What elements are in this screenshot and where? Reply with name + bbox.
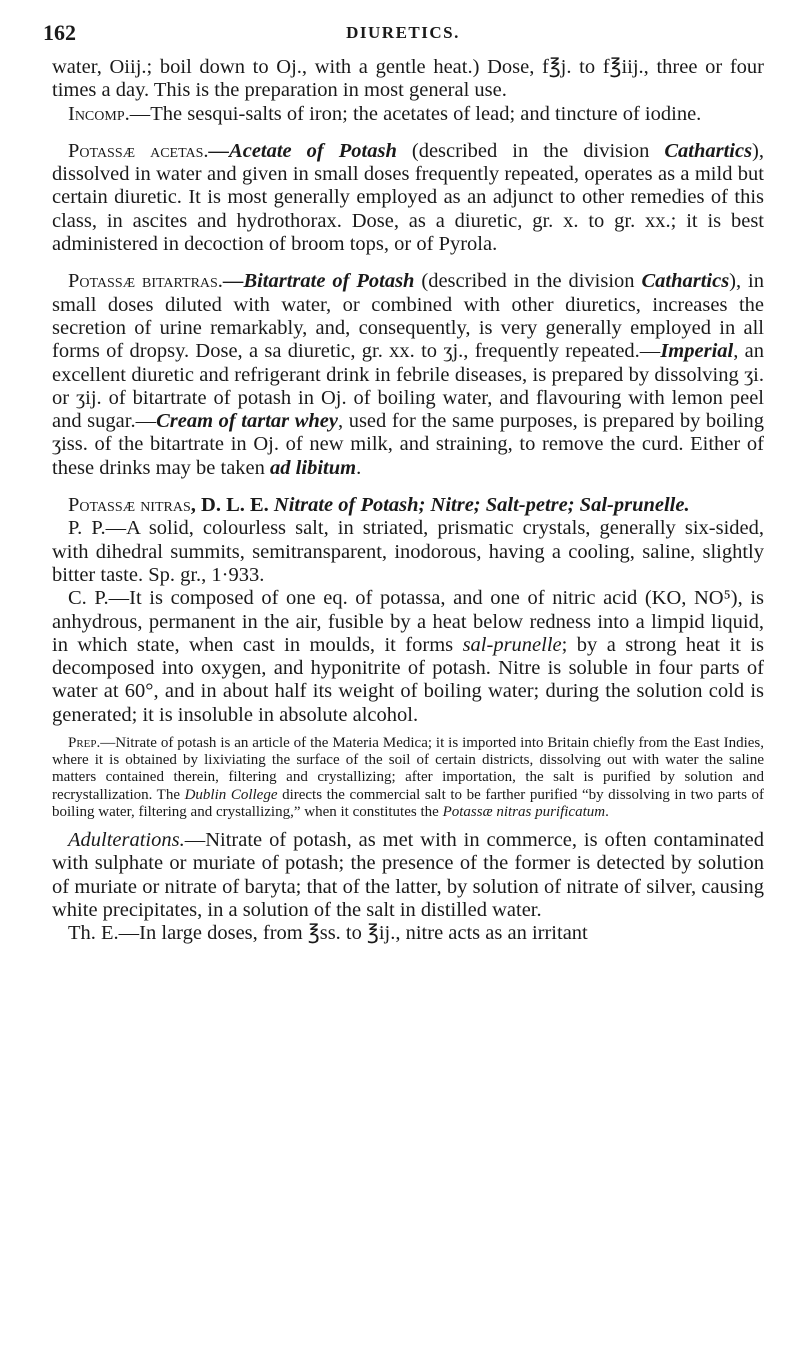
paragraph-text: directs the commercial salt to be farther purified “by dissolving in two parts of boiling water, filtering and crystallizing,” when it constitutes the [52, 786, 764, 820]
paragraph-text: ; by a strong heat it is decomposed into oxygen, and hyponitrite of potash. Nitre is soluble in four parts of water at 60°, and in about half its weight of boiling water; during the solution cold is generated; it is insoluble in absolute alcohol. [52, 633, 764, 726]
paragraph-text: ), dissolved in water and given in small doses frequently repeated, operates as a mild but certain diuretic. It is most generally employed as an adjunct to other remedies of this class, in ascites and hydrothorax. Dose, as a diuretic, gr. x. to gr. xx.; it is best administered in decoction of broom tops, or of Pyrola. [52, 139, 764, 256]
paragraph-text: (described in the division [396, 139, 665, 162]
paragraph-text: —Nitrate of potash, as met with in commerce, is often contaminated with sulphate or muriate of potash; the presence of the former is detected by solution of muriate or nitrate of baryta; that of the latter, by solution of nitrate of silver, causing white precipitates, in a solution of the salt in distilled water. [52, 829, 764, 921]
page-header [43, 20, 763, 50]
section-lead: Prep. [68, 735, 101, 752]
section-lead: Incomp. [68, 102, 130, 125]
paragraph-incompatibles [52, 103, 764, 126]
preparation-name: Potassæ nitras purificatum [442, 803, 606, 820]
drug-heading: Potassæ bitartras. [68, 270, 223, 293]
page-number: 162 [43, 20, 76, 45]
cross-reference: Cathartics [664, 139, 753, 162]
paragraph-text: . [605, 803, 609, 820]
paragraph-adulterations [52, 829, 764, 922]
pharmacopoeia-authority: , D. L. E. [190, 494, 269, 517]
paragraph-text: . [356, 456, 362, 479]
preparation-name: sal-prunelle [462, 633, 562, 656]
paragraph-text: P. P.—A solid, colourless salt, in striated, prismatic crystals, generally six-sided, with dihedral summits, semitransparent, inodorous, having a cooling, saline, slightly bitter taste. Sp. gr., 1·933. [52, 517, 764, 586]
institution-name: Dublin College [184, 786, 278, 803]
paragraph-text: —Nitrate of potash is an article of the Materia Medica; it is imported into Britain chiefly from the East Indies, where it is obtained by lixiviating the surface of the soil of certain districts, dissolving out with water the saline matters contained therein, filtering and crystallizing; after importation, the salt is purified by solution and recrystallization. The [52, 735, 764, 803]
drug-heading: Potassæ acetas. [68, 139, 209, 162]
drug-title: Nitrate of Potash; Nitre; Salt-petre; Sal-prunelle. [268, 494, 690, 517]
paragraph-chemical-properties [52, 587, 764, 727]
drug-heading: Potassæ nitras [68, 494, 191, 517]
paragraph-text: , used for the same purposes, is prepared by boiling ʒiss. of the bitartrate in Oj. of new milk, and straining, to remove the curd. Either of these drinks may be taken [52, 410, 764, 479]
paragraph-therapeutic-effects [52, 922, 764, 945]
paragraph-text: ), in small doses diluted with water, or combined with other diuretics, increases the secretion of urine remarkably, and, consequently, is very generally employed in all forms of dropsy. Dose, a sa diuretic, gr. xx. to ʒj., frequently repeated.— [52, 270, 764, 363]
drug-title: —Acetate of Potash [208, 139, 397, 162]
paragraph-text: Th. E.—In large doses, from ℥ss. to ℥ij., nitre acts as an irritant [68, 922, 588, 945]
paragraph-preparation-note [52, 735, 764, 821]
paragraph-potassae-acetas [52, 140, 764, 256]
paragraph-physical-properties [52, 517, 764, 587]
paragraph-text: C. P.—It is composed of one eq. of potassa, and one of nitric acid (KO, NO⁵), is anhydrous, permanent in the air, fusible by a heat below redness into a limpid liquid, in which state, when cast in moulds, it forms [52, 587, 764, 656]
paragraph-potassae-bitartras [52, 270, 764, 480]
paragraph-potassae-nitras [52, 494, 764, 517]
paragraph-text: —The sesqui-salts of iron; the acetates of lead; and tincture of iodine. [129, 102, 702, 125]
paragraph-continuation [52, 56, 764, 103]
section-lead: Adulterations. [68, 829, 185, 852]
paragraph-text: water, Oiij.; boil down to Oj., with a gentle heat.) Dose, f℥j. to f℥iij., three or four times a day. This is the preparation in most general use. [52, 56, 764, 102]
cross-reference: Cathartics [641, 270, 730, 293]
running-head: DIURETICS. [346, 23, 460, 42]
paragraph-text: (described in the division [414, 270, 642, 293]
drug-title: —Bitartrate of Potash [222, 270, 415, 293]
preparation-name: Cream of tartar whey [156, 410, 338, 433]
preparation-name: Imperial [660, 340, 734, 363]
body-text [52, 56, 764, 946]
latin-phrase: ad libitum [270, 456, 357, 479]
paragraph-text: , an excellent diuretic and refrigerant drink in febrile diseases, is prepared by dissolving ʒi. or ʒij. of bitartrate of potash in Oj. of boiling water, and flavouring with lemon peel and sugar.— [52, 340, 764, 433]
